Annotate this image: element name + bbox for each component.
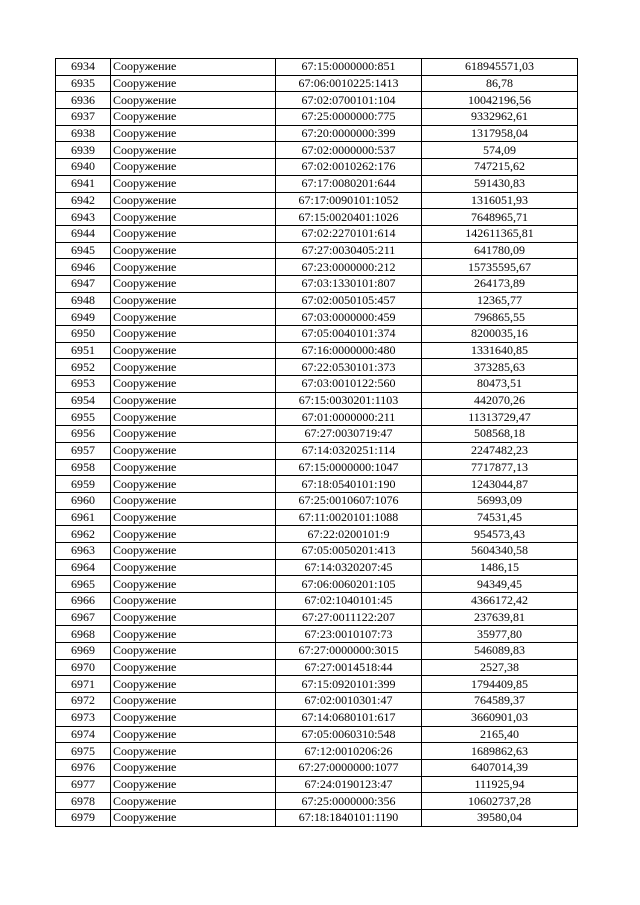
table-row — [56, 726, 578, 743]
cadastral-number-cell: 67:03:0010122:560 — [276, 376, 422, 393]
row-number-cell: 6951 — [56, 342, 111, 359]
table-row — [56, 793, 578, 810]
table-row — [56, 459, 578, 476]
cadastral-value-cell: 8200035,16 — [422, 326, 578, 343]
table-row — [56, 209, 578, 226]
row-number-cell: 6939 — [56, 142, 111, 159]
row-number-cell: 6978 — [56, 793, 111, 810]
table-row — [56, 309, 578, 326]
row-number-cell: 6952 — [56, 359, 111, 376]
row-number-cell: 6965 — [56, 576, 111, 593]
table-row — [56, 109, 578, 126]
row-number-cell: 6947 — [56, 275, 111, 292]
cadastral-value-cell: 94349,45 — [422, 576, 578, 593]
object-type-cell: Сооружение — [111, 693, 276, 710]
table-row — [56, 709, 578, 726]
object-type-cell: Сооружение — [111, 209, 276, 226]
cadastral-value-cell: 5604340,58 — [422, 542, 578, 559]
cadastral-value-cell: 35977,80 — [422, 626, 578, 643]
cadastral-value-cell: 3660901,03 — [422, 709, 578, 726]
row-number-cell: 6964 — [56, 559, 111, 576]
object-type-cell: Сооружение — [111, 626, 276, 643]
cadastral-number-cell: 67:22:0530101:373 — [276, 359, 422, 376]
row-number-cell: 6938 — [56, 125, 111, 142]
object-type-cell: Сооружение — [111, 542, 276, 559]
cadastral-value-cell: 6407014,39 — [422, 759, 578, 776]
cadastral-value-cell: 764589,37 — [422, 693, 578, 710]
cadastral-value-cell: 373285,63 — [422, 359, 578, 376]
cadastral-number-cell: 67:17:0090101:1052 — [276, 192, 422, 209]
cadastral-value-cell: 237639,81 — [422, 609, 578, 626]
table-row — [56, 159, 578, 176]
row-number-cell: 6948 — [56, 292, 111, 309]
cadastral-value-cell: 641780,09 — [422, 242, 578, 259]
cadastral-number-cell: 67:15:0020401:1026 — [276, 209, 422, 226]
object-type-cell: Сооружение — [111, 75, 276, 92]
cadastral-value-cell: 12365,77 — [422, 292, 578, 309]
table-row — [56, 409, 578, 426]
table-row — [56, 75, 578, 92]
cadastral-number-cell: 67:15:0000000:851 — [276, 59, 422, 76]
table-row — [56, 292, 578, 309]
object-type-cell: Сооружение — [111, 476, 276, 493]
cadastral-number-cell: 67:27:0000000:3015 — [276, 643, 422, 660]
cadastral-value-cell: 2165,40 — [422, 726, 578, 743]
cadastral-number-cell: 67:16:0000000:480 — [276, 342, 422, 359]
cadastral-number-cell: 67:27:0030405:211 — [276, 242, 422, 259]
table-row — [56, 259, 578, 276]
cadastral-number-cell: 67:20:0000000:399 — [276, 125, 422, 142]
row-number-cell: 6962 — [56, 526, 111, 543]
object-type-cell: Сооружение — [111, 259, 276, 276]
table-row — [56, 676, 578, 693]
cadastral-value-cell: 1331640,85 — [422, 342, 578, 359]
cadastral-number-cell: 67:02:0010301:47 — [276, 693, 422, 710]
object-type-cell: Сооружение — [111, 109, 276, 126]
cadastral-number-cell: 67:24:0190123:47 — [276, 776, 422, 793]
table-row — [56, 509, 578, 526]
cadastral-value-cell: 15735595,67 — [422, 259, 578, 276]
row-number-cell: 6971 — [56, 676, 111, 693]
row-number-cell: 6941 — [56, 175, 111, 192]
row-number-cell: 6960 — [56, 492, 111, 509]
table-row — [56, 426, 578, 443]
object-type-cell: Сооружение — [111, 242, 276, 259]
cadastral-value-cell: 11313729,47 — [422, 409, 578, 426]
cadastral-number-cell: 67:27:0011122:207 — [276, 609, 422, 626]
cadastral-value-cell: 4366172,42 — [422, 593, 578, 610]
cadastral-number-cell: 67:02:0050105:457 — [276, 292, 422, 309]
cadastral-value-cell: 2247482,23 — [422, 442, 578, 459]
cadastral-number-cell: 67:15:0030201:1103 — [276, 392, 422, 409]
object-type-cell: Сооружение — [111, 326, 276, 343]
cadastral-number-cell: 67:23:0010107:73 — [276, 626, 422, 643]
cadastral-number-cell: 67:02:2270101:614 — [276, 225, 422, 242]
cadastral-value-cell: 954573,43 — [422, 526, 578, 543]
table-row — [56, 59, 578, 76]
cadastral-value-cell: 618945571,03 — [422, 59, 578, 76]
object-type-cell: Сооружение — [111, 643, 276, 660]
object-type-cell: Сооружение — [111, 793, 276, 810]
cadastral-registry-table — [55, 58, 578, 827]
cadastral-value-cell: 80473,51 — [422, 376, 578, 393]
row-number-cell: 6966 — [56, 593, 111, 610]
cadastral-value-cell: 546089,83 — [422, 643, 578, 660]
table-row — [56, 476, 578, 493]
cadastral-number-cell: 67:15:0920101:399 — [276, 676, 422, 693]
cadastral-value-cell: 796865,55 — [422, 309, 578, 326]
cadastral-number-cell: 67:01:0000000:211 — [276, 409, 422, 426]
cadastral-number-cell: 67:22:0200101:9 — [276, 526, 422, 543]
cadastral-number-cell: 67:02:0700101:104 — [276, 92, 422, 109]
object-type-cell: Сооружение — [111, 743, 276, 760]
cadastral-number-cell: 67:06:0010225:1413 — [276, 75, 422, 92]
object-type-cell: Сооружение — [111, 409, 276, 426]
cadastral-number-cell: 67:02:0000000:537 — [276, 142, 422, 159]
row-number-cell: 6963 — [56, 542, 111, 559]
cadastral-value-cell: 142611365,81 — [422, 225, 578, 242]
row-number-cell: 6967 — [56, 609, 111, 626]
cadastral-number-cell: 67:03:0000000:459 — [276, 309, 422, 326]
row-number-cell: 6957 — [56, 442, 111, 459]
cadastral-value-cell: 1689862,63 — [422, 743, 578, 760]
row-number-cell: 6961 — [56, 509, 111, 526]
object-type-cell: Сооружение — [111, 142, 276, 159]
table-row — [56, 743, 578, 760]
row-number-cell: 6946 — [56, 259, 111, 276]
cadastral-number-cell: 67:12:0010206:26 — [276, 743, 422, 760]
cadastral-value-cell: 574,09 — [422, 142, 578, 159]
object-type-cell: Сооружение — [111, 342, 276, 359]
object-type-cell: Сооружение — [111, 759, 276, 776]
object-type-cell: Сооружение — [111, 125, 276, 142]
cadastral-number-cell: 67:02:0010262:176 — [276, 159, 422, 176]
cadastral-number-cell: 67:06:0060201:105 — [276, 576, 422, 593]
object-type-cell: Сооружение — [111, 159, 276, 176]
object-type-cell: Сооружение — [111, 492, 276, 509]
cadastral-number-cell: 67:15:0000000:1047 — [276, 459, 422, 476]
row-number-cell: 6979 — [56, 809, 111, 826]
cadastral-number-cell: 67:05:0040101:374 — [276, 326, 422, 343]
row-number-cell: 6934 — [56, 59, 111, 76]
row-number-cell: 6973 — [56, 709, 111, 726]
object-type-cell: Сооружение — [111, 593, 276, 610]
row-number-cell: 6977 — [56, 776, 111, 793]
object-type-cell: Сооружение — [111, 175, 276, 192]
cadastral-number-cell: 67:25:0010607:1076 — [276, 492, 422, 509]
table-row — [56, 376, 578, 393]
object-type-cell: Сооружение — [111, 376, 276, 393]
row-number-cell: 6954 — [56, 392, 111, 409]
table-row — [56, 359, 578, 376]
table-row — [56, 776, 578, 793]
table-row — [56, 542, 578, 559]
table-row — [56, 392, 578, 409]
table-row — [56, 492, 578, 509]
row-number-cell: 6970 — [56, 659, 111, 676]
object-type-cell: Сооружение — [111, 526, 276, 543]
cadastral-number-cell: 67:05:0050201:413 — [276, 542, 422, 559]
table-row — [56, 142, 578, 159]
cadastral-number-cell: 67:14:0320207:45 — [276, 559, 422, 576]
object-type-cell: Сооружение — [111, 92, 276, 109]
cadastral-value-cell: 7717877,13 — [422, 459, 578, 476]
row-number-cell: 6950 — [56, 326, 111, 343]
cadastral-number-cell: 67:27:0030719:47 — [276, 426, 422, 443]
table-row — [56, 125, 578, 142]
cadastral-value-cell: 264173,89 — [422, 275, 578, 292]
object-type-cell: Сооружение — [111, 776, 276, 793]
table-row — [56, 442, 578, 459]
cadastral-number-cell: 67:27:0014518:44 — [276, 659, 422, 676]
object-type-cell: Сооружение — [111, 726, 276, 743]
table-row — [56, 326, 578, 343]
row-number-cell: 6968 — [56, 626, 111, 643]
table-row — [56, 342, 578, 359]
table-row — [56, 609, 578, 626]
object-type-cell: Сооружение — [111, 509, 276, 526]
cadastral-number-cell: 67:18:0540101:190 — [276, 476, 422, 493]
object-type-cell: Сооружение — [111, 225, 276, 242]
table-row — [56, 759, 578, 776]
cadastral-number-cell: 67:05:0060310:548 — [276, 726, 422, 743]
object-type-cell: Сооружение — [111, 359, 276, 376]
cadastral-number-cell: 67:02:1040101:45 — [276, 593, 422, 610]
cadastral-value-cell: 39580,04 — [422, 809, 578, 826]
cadastral-value-cell: 2527,38 — [422, 659, 578, 676]
row-number-cell: 6953 — [56, 376, 111, 393]
row-number-cell: 6949 — [56, 309, 111, 326]
row-number-cell: 6955 — [56, 409, 111, 426]
object-type-cell: Сооружение — [111, 609, 276, 626]
cadastral-number-cell: 67:27:0000000:1077 — [276, 759, 422, 776]
cadastral-value-cell: 1317958,04 — [422, 125, 578, 142]
cadastral-value-cell: 1316051,93 — [422, 192, 578, 209]
table-row — [56, 225, 578, 242]
object-type-cell: Сооружение — [111, 426, 276, 443]
row-number-cell: 6945 — [56, 242, 111, 259]
cadastral-number-cell: 67:03:1330101:807 — [276, 275, 422, 292]
cadastral-number-cell: 67:14:0320251:114 — [276, 442, 422, 459]
cadastral-number-cell: 67:25:0000000:775 — [276, 109, 422, 126]
object-type-cell: Сооружение — [111, 559, 276, 576]
object-type-cell: Сооружение — [111, 292, 276, 309]
row-number-cell: 6935 — [56, 75, 111, 92]
table-row — [56, 92, 578, 109]
cadastral-number-cell: 67:17:0080201:644 — [276, 175, 422, 192]
cadastral-number-cell: 67:11:0020101:1088 — [276, 509, 422, 526]
registry-table-body — [56, 59, 578, 827]
row-number-cell: 6972 — [56, 693, 111, 710]
cadastral-value-cell: 442070,26 — [422, 392, 578, 409]
object-type-cell: Сооружение — [111, 709, 276, 726]
table-row — [56, 242, 578, 259]
table-row — [56, 275, 578, 292]
object-type-cell: Сооружение — [111, 442, 276, 459]
table-row — [56, 526, 578, 543]
row-number-cell: 6959 — [56, 476, 111, 493]
object-type-cell: Сооружение — [111, 809, 276, 826]
cadastral-value-cell: 591430,83 — [422, 175, 578, 192]
object-type-cell: Сооружение — [111, 275, 276, 292]
cadastral-value-cell: 1794409,85 — [422, 676, 578, 693]
cadastral-value-cell: 111925,94 — [422, 776, 578, 793]
row-number-cell: 6974 — [56, 726, 111, 743]
row-number-cell: 6940 — [56, 159, 111, 176]
table-row — [56, 593, 578, 610]
cadastral-number-cell: 67:25:0000000:356 — [276, 793, 422, 810]
row-number-cell: 6969 — [56, 643, 111, 660]
object-type-cell: Сооружение — [111, 459, 276, 476]
cadastral-value-cell: 10602737,28 — [422, 793, 578, 810]
row-number-cell: 6976 — [56, 759, 111, 776]
table-row — [56, 626, 578, 643]
cadastral-value-cell: 56993,09 — [422, 492, 578, 509]
cadastral-value-cell: 1486,15 — [422, 559, 578, 576]
object-type-cell: Сооружение — [111, 192, 276, 209]
table-row — [56, 559, 578, 576]
cadastral-value-cell: 74531,45 — [422, 509, 578, 526]
cadastral-number-cell: 67:18:1840101:1190 — [276, 809, 422, 826]
object-type-cell: Сооружение — [111, 659, 276, 676]
row-number-cell: 6937 — [56, 109, 111, 126]
cadastral-value-cell: 9332962,61 — [422, 109, 578, 126]
row-number-cell: 6943 — [56, 209, 111, 226]
cadastral-value-cell: 747215,62 — [422, 159, 578, 176]
cadastral-value-cell: 1243044,87 — [422, 476, 578, 493]
table-row — [56, 192, 578, 209]
cadastral-value-cell: 10042196,56 — [422, 92, 578, 109]
table-row — [56, 809, 578, 826]
object-type-cell: Сооружение — [111, 576, 276, 593]
row-number-cell: 6936 — [56, 92, 111, 109]
row-number-cell: 6942 — [56, 192, 111, 209]
cadastral-value-cell: 7648965,71 — [422, 209, 578, 226]
row-number-cell: 6944 — [56, 225, 111, 242]
row-number-cell: 6956 — [56, 426, 111, 443]
object-type-cell: Сооружение — [111, 676, 276, 693]
row-number-cell: 6958 — [56, 459, 111, 476]
object-type-cell: Сооружение — [111, 392, 276, 409]
table-row — [56, 643, 578, 660]
object-type-cell: Сооружение — [111, 309, 276, 326]
cadastral-value-cell: 86,78 — [422, 75, 578, 92]
table-row — [56, 576, 578, 593]
cadastral-number-cell: 67:14:0680101:617 — [276, 709, 422, 726]
cadastral-number-cell: 67:23:0000000:212 — [276, 259, 422, 276]
table-row — [56, 175, 578, 192]
row-number-cell: 6975 — [56, 743, 111, 760]
table-row — [56, 693, 578, 710]
table-row — [56, 659, 578, 676]
object-type-cell: Сооружение — [111, 59, 276, 76]
cadastral-value-cell: 508568,18 — [422, 426, 578, 443]
